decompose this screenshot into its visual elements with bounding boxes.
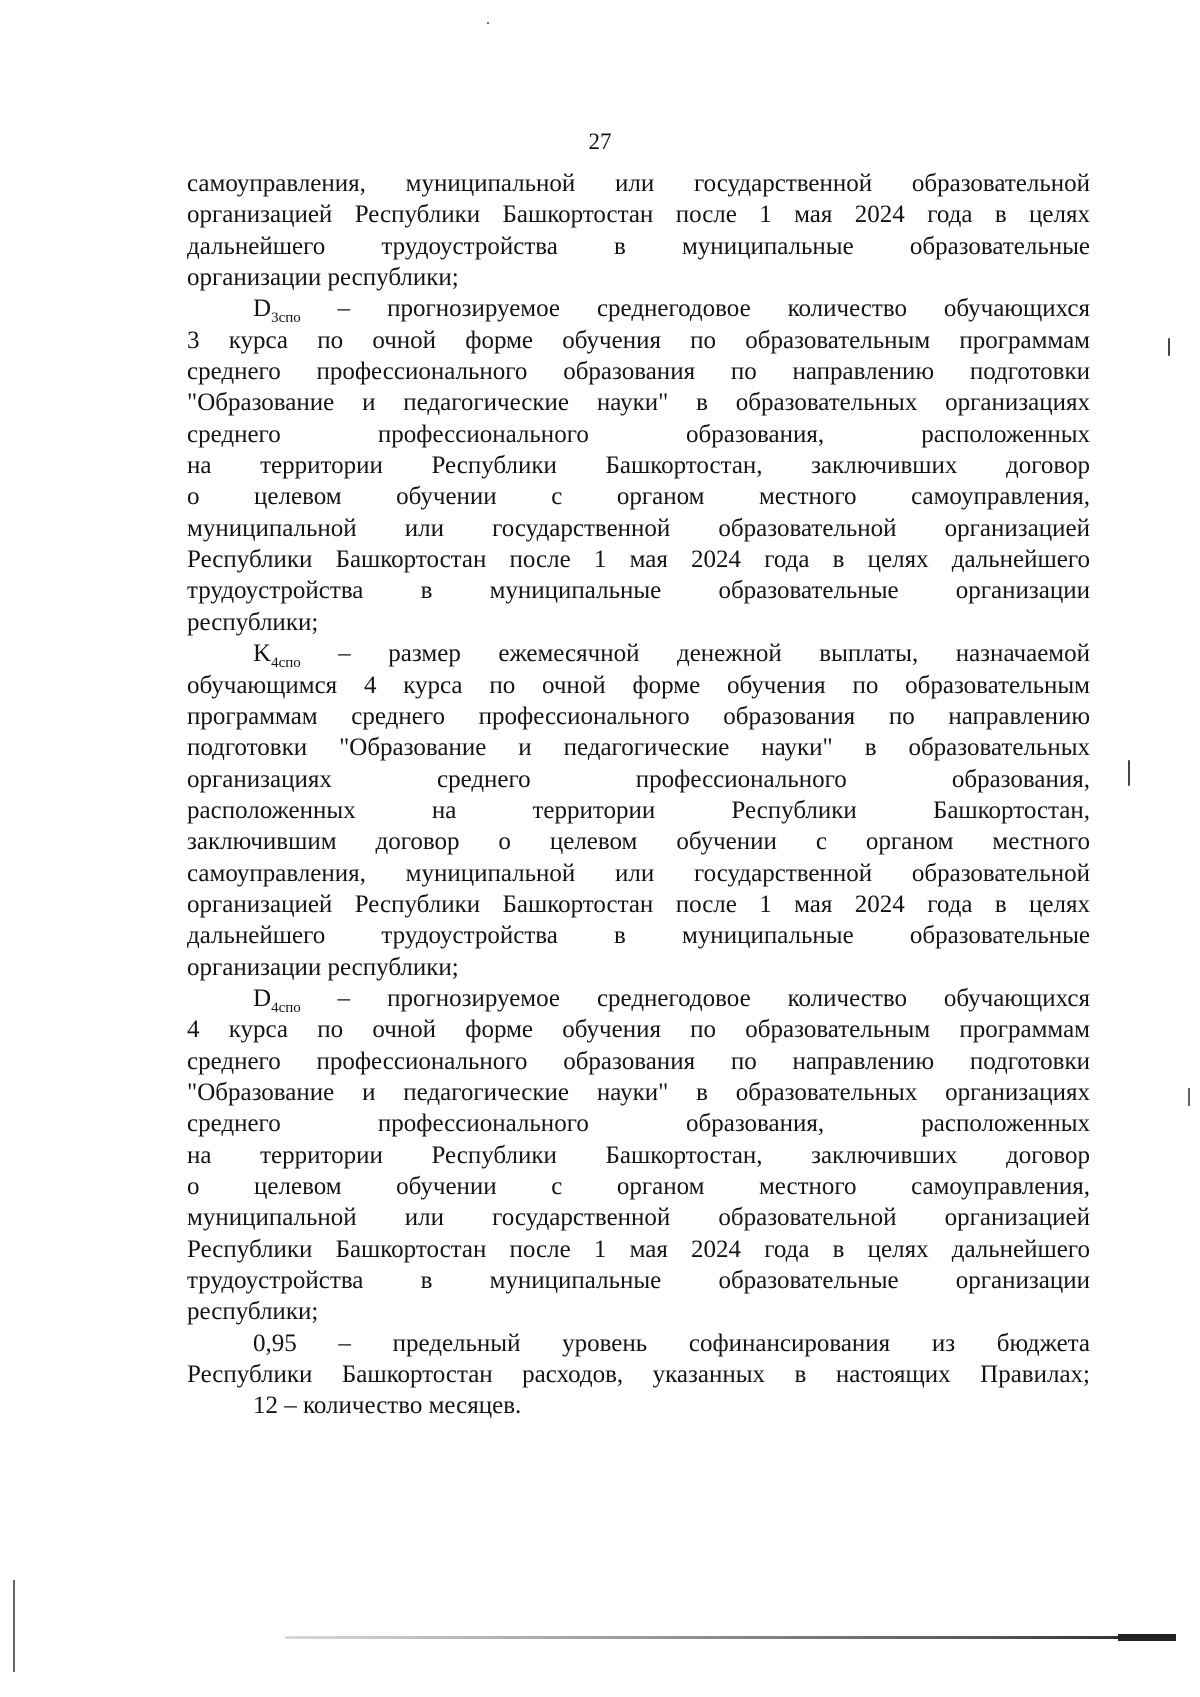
text-line	[187, 638, 1090, 672]
text-line-content: о целевом обучении с органом местного самоуправления,	[187, 1173, 1090, 1200]
text-line-content: 4 курса по очной форме обучения по образовательным программам	[187, 1016, 1090, 1044]
text-line	[187, 387, 1090, 418]
text-line	[187, 795, 1090, 826]
text-line-content: среднего профессионального образования по направлению подготовки	[187, 358, 1090, 386]
text-line-content: республики;	[187, 608, 319, 636]
text-line	[187, 168, 1090, 199]
text-line	[187, 356, 1090, 387]
text-line	[187, 1234, 1090, 1265]
text-line-content: "Образование и педагогические науки" в образовательных организациях	[187, 1078, 1090, 1106]
text-line-content: – размер ежемесячной денежной выплаты, назначаемой	[300, 640, 1090, 668]
text-line	[187, 1328, 1090, 1359]
page-number: 27	[588, 129, 612, 154]
text-line	[187, 544, 1090, 575]
text-line-content: – прогнозируемое среднегодовое количество обучающихся	[300, 295, 1090, 323]
text-line	[187, 262, 1090, 293]
text-line-content: организацией Республики Башкортостан после 1 мая 2024 года в целях	[187, 201, 1090, 229]
text-line-content: организациях среднего профессионального образования,	[187, 765, 1090, 793]
scan-edge-mark	[13, 1580, 15, 1672]
text-line-content: Республики Башкортостан расходов, указанных в настоящих Правилах;	[187, 1361, 1090, 1389]
text-line-content: трудоустройства в муниципальные образовательные организации	[187, 1267, 1090, 1295]
formula-symbol: D	[253, 984, 272, 1012]
scan-edge-mark	[1188, 1088, 1190, 1106]
text-line	[187, 293, 1090, 327]
text-line	[187, 858, 1090, 889]
text-line-content: на территории Республики Башкортостан, заключивших договор	[187, 1141, 1090, 1169]
text-line-content: Республики Башкортостан после 1 мая 2024 года в целях дальнейшего	[187, 1235, 1090, 1263]
text-line	[187, 1390, 1090, 1421]
text-line-content: среднего профессионального образования, расположенных	[187, 420, 1090, 448]
text-line-content: 3 курса по очной форме обучения по образовательным программам	[187, 326, 1090, 354]
text-line-content: 0,95 – предельный уровень софинансирования из бюджета	[253, 1329, 1090, 1357]
scan-speck	[487, 22, 489, 24]
text-line	[187, 575, 1090, 606]
text-line-content: среднего профессионального образования, расположенных	[187, 1110, 1090, 1138]
formula-subscript: 3спо	[271, 310, 301, 327]
text-line	[187, 450, 1090, 481]
text-line-content: среднего профессионального образования по направлению подготовки	[187, 1047, 1090, 1075]
scan-speck	[1168, 338, 1170, 356]
text-line-content: дальнейшего трудоустройства в муниципальные образовательные	[187, 232, 1090, 260]
text-line-content: на территории Республики Башкортостан, заключивших договор	[187, 452, 1090, 480]
text-line	[187, 670, 1090, 701]
text-line	[187, 920, 1090, 951]
text-line-content: трудоустройства в муниципальные образовательные организации	[187, 577, 1090, 605]
scan-speck	[1128, 760, 1130, 786]
text-line	[187, 1296, 1090, 1327]
text-line-content: самоуправления, муниципальной или государственной образовательной	[187, 859, 1090, 887]
formula-subscript: 4спо	[271, 999, 301, 1016]
scan-bottom-rule-end	[1118, 1634, 1176, 1641]
text-line	[187, 1171, 1090, 1202]
text-line	[187, 983, 1090, 1014]
text-line-content: дальнейшего трудоустройства в муниципальные образовательные	[187, 922, 1090, 950]
text-line	[187, 952, 1090, 983]
text-line-content: "Образование и педагогические науки" в образовательных организациях	[187, 389, 1090, 417]
text-line	[187, 701, 1090, 732]
text-line	[187, 231, 1090, 262]
formula-symbol: K	[253, 640, 272, 668]
text-line	[187, 325, 1090, 356]
scan-bottom-rule	[285, 1636, 1175, 1639]
text-line	[187, 1140, 1090, 1171]
text-line-content: заключившим договор о целевом обучении с органом местного	[187, 828, 1090, 856]
text-line	[187, 1359, 1090, 1390]
text-line-content: обучающимся 4 курса по очной форме обучения по образовательным	[187, 671, 1090, 699]
text-line	[187, 1202, 1090, 1233]
text-line	[187, 732, 1090, 763]
text-line	[187, 481, 1090, 512]
text-line-content: программам среднего профессионального образования по направлению	[187, 702, 1090, 730]
text-line	[187, 826, 1090, 857]
text-line-content: организации республики;	[187, 264, 459, 292]
formula-symbol: D	[253, 295, 272, 323]
text-line-content: самоуправления, муниципальной или государственной образовательной	[187, 170, 1090, 197]
text-line	[187, 199, 1090, 230]
text-line-content: муниципальной или государственной образовательной организацией	[187, 1204, 1090, 1232]
text-line	[187, 513, 1090, 544]
formula-subscript: 4спо	[271, 655, 301, 672]
text-line-content: муниципальной или государственной образовательной организацией	[187, 514, 1090, 542]
text-line	[187, 889, 1090, 920]
text-line	[187, 419, 1090, 450]
text-line-content: Республики Башкортостан после 1 мая 2024 года в целях дальнейшего	[187, 546, 1090, 574]
text-line	[187, 1108, 1090, 1139]
text-line-content: организации республики;	[187, 953, 459, 981]
text-line-content: о целевом обучении с органом местного самоуправления,	[187, 483, 1090, 511]
text-line	[187, 764, 1090, 795]
text-line	[187, 1265, 1090, 1296]
text-line-content: – прогнозируемое среднегодовое количество обучающихся	[300, 984, 1090, 1012]
text-line-content: организацией Республики Башкортостан после 1 мая 2024 года в целях	[187, 890, 1090, 918]
text-line	[187, 1014, 1090, 1045]
text-line-content: подготовки "Образование и педагогические науки" в образовательных	[187, 734, 1090, 762]
text-line	[187, 607, 1090, 638]
text-line-content: 12 – количество месяцев.	[253, 1392, 522, 1420]
document-body	[187, 168, 1090, 1422]
text-line	[187, 1046, 1090, 1077]
text-line-content: республики;	[187, 1298, 319, 1326]
text-line-content: расположенных на территории Республики Башкортостан,	[187, 796, 1090, 824]
text-line	[187, 1077, 1090, 1108]
